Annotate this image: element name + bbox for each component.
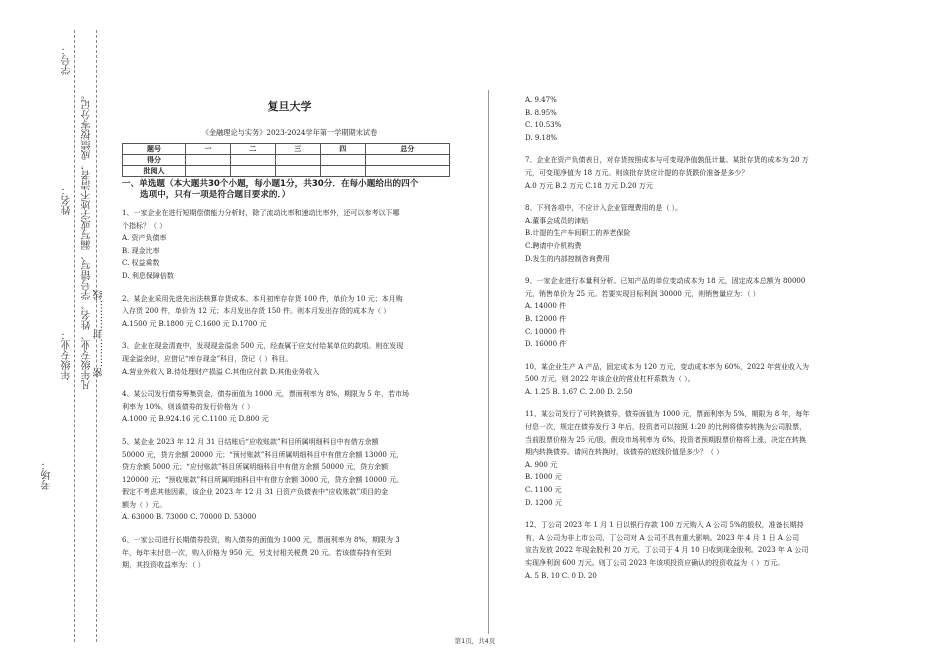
question-block <box>122 340 457 378</box>
answer-option: A. 1.25 B. 1.67 C. 2.00 D. 2.50 <box>525 387 633 396</box>
score-cell: 得分 <box>123 155 186 166</box>
score-table-row <box>123 144 450 155</box>
question-text: 元，销售单价为 25 元。若要实现目标利润 30000 元，则销售量应为：（ ） <box>525 289 760 298</box>
answer-option: A.1000 元 B.924.16 元 C.1100 元 D.800 元 <box>122 415 269 424</box>
answer-option: A. 资产负债率 <box>122 234 167 243</box>
question-text: 元，可变现净值为 18 万元。则该批存货应计提的存货跌价准备是多少？ <box>525 168 749 177</box>
university-title: 复旦大学 <box>267 100 312 113</box>
question-text: 贷方余额 5000 元；“应付账款”科目所属明细科目中有借方余额 50000 元，贷方余额 <box>122 463 389 472</box>
grader-input-cell <box>275 166 320 177</box>
exam-site-label: 考场： <box>42 460 53 490</box>
question-text: 10、某企业生产 A 产品，固定成本为 120 万元，变动成本率为 60%，2022 年营业收入为 <box>525 362 810 371</box>
question-text: 期，其投资收益率为：（ ） <box>122 561 205 570</box>
answer-option: A.1500 元 B.1800 元 C.1600 元 D.1700 元 <box>122 319 267 328</box>
question-block <box>525 361 895 399</box>
question-text: 50000 元，贷方余额 20000 元；“预付账款”科目所属明细科目中有借方余额 13000 元， <box>122 450 404 459</box>
exam-title: 《金融理论与实务》2023-2024学年第一学期期末试卷 <box>201 128 378 137</box>
question-block <box>122 436 457 524</box>
question-text: 9、一家企业进行本量利分析。已知产品的单位变动成本为 18 元，固定成本总额为 80000 <box>525 277 806 286</box>
right-column <box>525 94 895 582</box>
grader-input-cell <box>186 166 231 177</box>
answer-option: D. 利息保障倍数 <box>122 271 174 280</box>
score-cell: 四 <box>320 144 365 155</box>
question-block <box>122 207 457 283</box>
question-text: 1、一家企业在进行短期偿债能力分析时，除了流动比率和速动比率外，还可以参考以下哪 <box>122 209 400 217</box>
question-text: 个指标？（ ） <box>122 221 167 230</box>
question-block <box>525 202 895 265</box>
score-table-row <box>123 155 450 166</box>
score-input-cell <box>230 155 275 166</box>
question-block <box>122 293 457 331</box>
answer-option: D. 16000 件 <box>525 340 567 349</box>
question-text: 现金溢余时，应借记“库存现金”科目，贷记（ ）科目。 <box>122 354 293 363</box>
question-text: 5、某企业 2023 年 12 月 31 日结账后“应收账款”科目所属明细科目中有借方余额 <box>122 437 379 446</box>
question-block <box>122 388 457 426</box>
question-text: 入存货 200 件，单价为 12 元；本月发出存货 150 件。则本月发出存货的成本为（ ） <box>122 307 391 316</box>
question-text: 4、某公司发行债券筹集资金，债券面值为 1000 元，票面利率为 8%，期限为 5 年，若市场 <box>122 390 409 399</box>
grader-input-cell <box>320 166 365 177</box>
answer-option: C.聘请中介机构费 <box>525 241 582 250</box>
question-text: 500 万元，则 2022 年该企业的营业杠杆系数为（ ）。 <box>525 375 695 384</box>
section-heading <box>122 179 457 201</box>
answer-option: A.营业外收入 B.待处理财产损溢 C.其他应付款 D.其他业务收入 <box>122 367 320 376</box>
answer-option: D.发生的内部控制咨询费用 <box>525 254 610 263</box>
answer-option: C. 10000 件 <box>525 327 567 336</box>
question-text: 2、某企业采用先进先出法核算存货成本。本月初库存存货 100 件，单价为 10 元；本月购 <box>122 294 403 303</box>
question-text: 实现净利润 600 万元。则丁公司 2023 年该项投资应确认的投资收益为（ ）万元。 <box>525 559 785 567</box>
right-question-list <box>525 94 895 582</box>
answer-option: B.计提的生产车间职工的养老保险 <box>525 229 631 238</box>
question-text: 付息一次，规定在债券发行 3 年后，投资者可以按照 1:20 的比例将债券转换为公司股票， <box>525 423 807 432</box>
question-block <box>525 519 895 582</box>
score-cell: 题号 <box>123 144 186 155</box>
question-text: 120000 元；“预收账款”科目所属明细科目中有借方余额 3000 元，贷方余额 10000 元。 <box>122 475 404 484</box>
question-text: 额为（ ）元。 <box>122 500 167 509</box>
binding-notice: 凡年级专业、姓名、学号错写、漏写或字迹不清者，成绩按零分记。 <box>82 90 93 390</box>
answer-option: A. 14000 件 <box>525 302 566 311</box>
answer-option: B. 8.95% <box>525 108 557 117</box>
question-block <box>525 94 895 144</box>
question-block <box>122 534 457 572</box>
score-cell: 批阅人 <box>123 166 186 177</box>
score-input-cell <box>186 155 231 166</box>
question-block <box>525 408 895 509</box>
score-input-cell <box>275 155 320 166</box>
answer-option: C. 1100 元 <box>525 486 562 495</box>
score-input-cell <box>320 155 365 166</box>
question-text: 12、丁公司 2023 年 1 月 1 日以银行存款 100 万元购入 A 公司 5%的股权，准备长期持 <box>525 521 804 530</box>
score-cell: 二 <box>230 144 275 155</box>
answer-option: A.董事会成员的津贴 <box>525 216 589 225</box>
question-text: 7、企业在资产负债表日，对存货按照成本与可变现净值孰低计量。某批存货的成本为 20 万 <box>525 156 809 165</box>
question-text: 期内转换债券。请问在转换时，该债券的底线价值是多少？（ ） <box>525 448 724 457</box>
answer-option: A. 900 元 <box>525 460 558 469</box>
grader-input-cell <box>365 166 449 177</box>
answer-option: A. 9.47% <box>525 96 557 104</box>
answer-option: A. 5 B. 10 C. 0 D. 20 <box>525 571 597 580</box>
question-text: 年，每年末付息一次，购入价格为 950 元，另支付相关税费 20 元。若该债券持有至到 <box>122 548 392 557</box>
question-text: 6、一家公司进行长期债券投资，购入债券的面值为 1000 元，票面利率为 8%，期限为 3 <box>122 536 400 545</box>
binding-strip <box>0 0 110 672</box>
grader-input-cell <box>230 166 275 177</box>
left-question-list <box>122 207 457 572</box>
answer-option: D. 9.18% <box>525 133 558 142</box>
score-cell: 总分 <box>365 144 449 155</box>
name-label: 姓名： <box>62 185 73 215</box>
answer-option: B. 12000 件 <box>525 314 567 323</box>
answer-option: C. 权益乘数 <box>122 259 160 268</box>
score-input-cell <box>365 155 449 166</box>
answer-option: B. 1000 元 <box>525 473 562 482</box>
column-divider <box>488 90 489 634</box>
score-table <box>122 143 450 177</box>
question-text: 11、某公司发行了可转换债券，债券面值为 1000 元，票面利率为 5%，期限为 8 年，每年 <box>525 410 810 419</box>
grade-major-label: 年级专业： <box>62 330 73 380</box>
section-heading-line: 选项中，只有一项是符合题目要求的．） <box>140 190 291 200</box>
page-footer: 第1页，共4页 <box>454 637 496 645</box>
score-cell: 一 <box>186 144 231 155</box>
question-text: 利率为 10%，则该债券的发行价格为（ ） <box>122 402 255 411</box>
left-column <box>122 95 457 572</box>
student-id-label: 学号： <box>62 45 73 75</box>
answer-option: B. 现金比率 <box>122 246 160 255</box>
answer-option: D. 1200 元 <box>525 498 562 507</box>
answer-option: A.0 万元 B.2 万元 C.18 万元 D.20 万元 <box>525 181 653 190</box>
question-block <box>525 275 895 351</box>
section-heading-line: 一、单选题（本大题共30个小题，每小题1分，共30分．在每小题给出的四个 <box>122 179 419 189</box>
score-cell: 三 <box>275 144 320 155</box>
question-text: 3、企业在现金清查中，发现现金溢余 500 元，经查属于应支付给某单位的款项。则在发现 <box>122 342 404 351</box>
question-text: 当前股票价格为 25 元/股，假设市场利率为 6%，投资者预期股票价格将上涨，决定在转换 <box>525 435 807 444</box>
score-table-row <box>123 166 450 177</box>
answer-option: C. 10.53% <box>525 121 562 130</box>
question-text: 有，A 公司为非上市公司，丁公司对 A 公司不具有重大影响。2023 年 4 月 1 日 A 公司 <box>525 533 800 542</box>
question-text: 宣告发放 2022 年现金股利 20 万元，丁公司于 4 月 10 日收到现金股利。2023 年 A 公司 <box>525 546 809 555</box>
question-text: 8、下列各项中，不应计入企业管理费用的是（ ）。 <box>525 204 683 213</box>
seal-line-marks: 密.........封.........线 <box>94 290 105 378</box>
answer-option: A. 63000 B. 73000 C. 70000 D. 53000 <box>122 513 257 522</box>
question-block <box>525 154 895 192</box>
question-text: 假定不考虑其他因素，该企业 2023 年 12 月 31 日资产负债表中“应收账款”项目的金 <box>122 488 389 497</box>
